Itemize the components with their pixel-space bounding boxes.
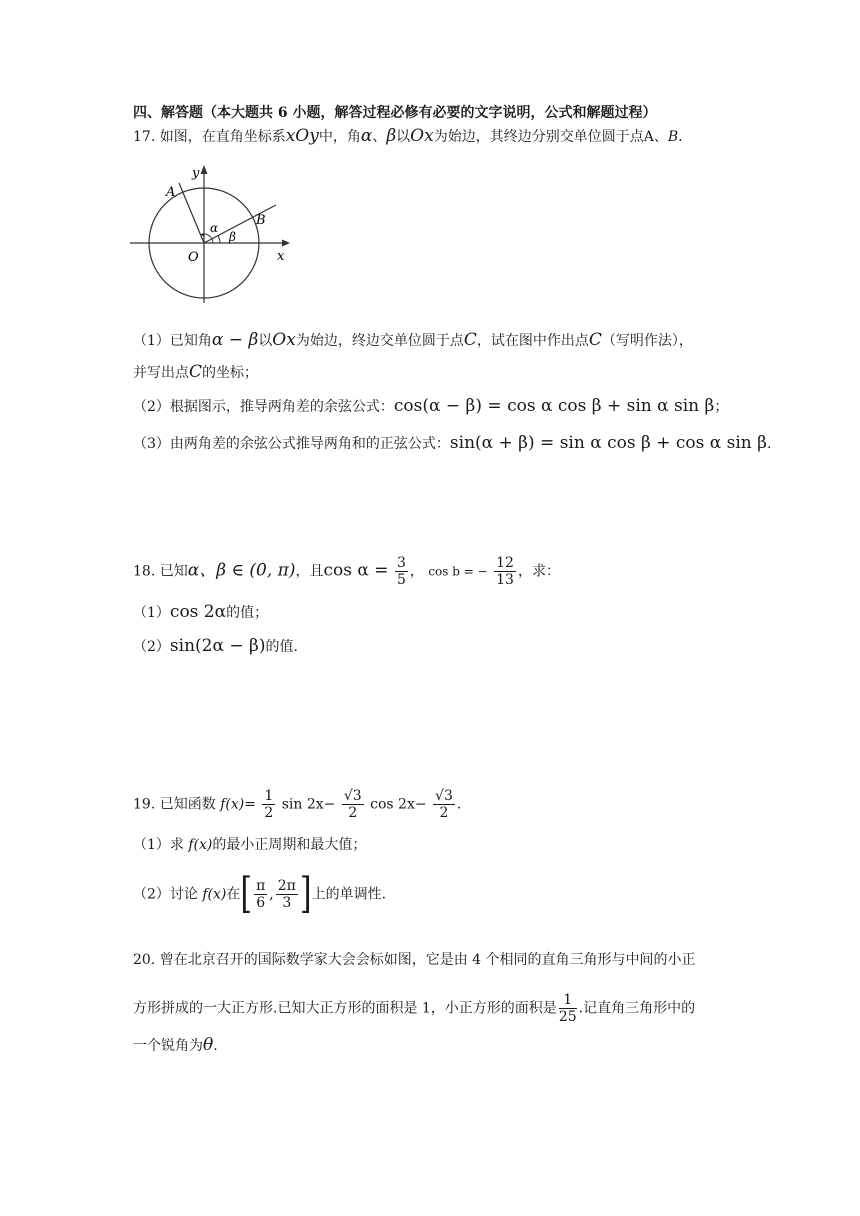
q17-ox: Ox	[410, 126, 434, 146]
q20-line3	[133, 1035, 218, 1056]
q17-part1-text: （写明作法），	[601, 333, 693, 349]
q19-interval-a-num: π	[256, 878, 266, 894]
alpha-label: α	[210, 221, 219, 235]
q19-interval-a-den: 6	[256, 895, 266, 911]
terminal-side-a	[179, 183, 204, 243]
q19-interval-a	[254, 878, 267, 911]
q17-intro	[133, 126, 683, 147]
q18-cos-a: cos α =	[323, 560, 389, 581]
interval-left-bracket: [	[240, 869, 253, 919]
q18-text: 18. 已知	[133, 563, 188, 580]
q20-line1: 20. 曾在北京召开的国际数学家大会会标如图，它是由 4 个相同的直角三角形与中间的小正	[133, 952, 696, 968]
y-label: y	[192, 166, 200, 181]
q20-frac	[559, 992, 577, 1025]
q17-part3	[133, 433, 771, 454]
q19-frac-3-den: 2	[439, 805, 449, 821]
q18-cos-b: cos b = −	[428, 564, 488, 579]
q19-interval-b-num: 2π	[277, 878, 296, 894]
q17-part2	[133, 396, 728, 417]
q18-frac-b	[494, 555, 516, 588]
q17-intro-text: 17. 如图，在直角坐标系	[133, 129, 286, 145]
q17-point-b: B	[667, 129, 679, 145]
q17-intro-text: .	[678, 129, 683, 145]
q19-frac-1-num: 1	[264, 788, 274, 804]
q17-part1-c: C	[588, 330, 602, 350]
q17-part1-text: ，试在图中作出点	[476, 333, 589, 349]
q17-intro-text: 、	[653, 129, 668, 145]
origin-label: O	[188, 250, 199, 265]
q19-frac-2-den: 2	[348, 805, 358, 821]
q18-part2-expr: sin(2α − β)	[169, 636, 266, 656]
q17-part1-text: 并写出点	[133, 365, 189, 381]
q17-part1-text: 为始边，终边交单位圆于点	[295, 333, 464, 349]
q17-part3-text: （3）由两角差的余弦公式推导两角和的正弦公式：	[133, 436, 450, 452]
q17-xoy: xOy	[285, 126, 319, 146]
q18-text: ，且	[295, 563, 324, 580]
q17-part3-text: .	[766, 436, 772, 452]
unit-circle-figure	[128, 160, 298, 306]
q18-part2-text: 的值.	[265, 639, 298, 655]
interval-comma: ,	[269, 886, 274, 903]
x-label: x	[277, 249, 285, 264]
q18-vars: α、β ∈ (0, π)	[187, 560, 296, 581]
q17-intro-text: 以	[396, 129, 411, 145]
q18-frac-b-num: 12	[496, 555, 514, 571]
q19-interval-b	[276, 878, 298, 911]
q18-text: ，求：	[517, 563, 560, 580]
q17-part2-text: （2）根据图示，推导两角差的余弦公式：	[133, 399, 394, 415]
q19-frac-2-num: √3	[343, 788, 362, 804]
q17-part1-c: C	[463, 330, 477, 350]
q19-frac-1-den: 2	[264, 805, 274, 821]
q18-frac-a	[395, 555, 408, 588]
q19-frac-1	[262, 788, 275, 821]
q18-frac-b-den: 13	[496, 572, 514, 588]
q17-part1-c: C	[189, 362, 203, 382]
q19-part2-fx: f(x)	[202, 886, 227, 903]
q17-intro-text: 、	[372, 129, 387, 145]
q19-part1-text: 的最小正周期和最大值；	[212, 837, 367, 853]
q19-intro	[133, 788, 461, 821]
q19-text: =	[244, 796, 256, 813]
beta-label: β	[229, 230, 236, 244]
q20-text: 方形拼成的一大正方形.已知大正方形的面积是 1，小正方形的面积是	[133, 1000, 557, 1017]
x-axis-arrow	[282, 240, 290, 247]
q19-part1-fx: f(x)	[188, 837, 213, 853]
q20-text: .	[213, 1038, 218, 1054]
q19-frac-3	[433, 788, 455, 821]
point-b-label: B	[256, 213, 266, 228]
q20-theta: θ	[203, 1035, 214, 1055]
q19-part2	[133, 869, 387, 919]
interval-right-bracket: ]	[299, 869, 312, 919]
q19-frac-3-num: √3	[435, 788, 453, 804]
q18-part1-text: 的值；	[226, 605, 269, 621]
q17-part3-formula: sin(α + β) = sin α cos β + cos α sin β	[449, 433, 767, 453]
beta-arc	[218, 236, 220, 244]
q19-part1-text: （1）求	[133, 837, 189, 853]
q18-text: ，	[409, 563, 424, 580]
q19-part2-text: 上的单调性.	[311, 886, 387, 903]
section-header: 四、解答题（本大题共 6 小题，解答过程必修有必要的文字说明，公式和解题过程）	[133, 105, 657, 121]
q17-part1-text: 以	[258, 333, 273, 349]
q17-part1-ox: Ox	[272, 330, 296, 350]
q17-part1-text: 的坐标；	[202, 365, 259, 381]
q20-line2	[133, 992, 695, 1025]
q17-part1-text: （1）已知角	[133, 333, 212, 349]
q19-part2-text: 在	[226, 886, 241, 903]
q17-part2-text: ；	[714, 399, 729, 415]
q18-frac-a-num: 3	[396, 555, 406, 571]
q18-part1	[133, 602, 268, 623]
q19-frac-2	[342, 788, 364, 821]
q19-part1	[133, 835, 366, 855]
q19-text: 19. 已知函数	[133, 796, 221, 813]
point-a-label: A	[166, 185, 176, 200]
q17-intro-text: 为始边，其终边分别交单位圆于点	[433, 129, 644, 145]
q17-part2-formula: cos(α − β) = cos α cos β + sin α sin β	[393, 396, 715, 416]
q20-frac-den: 25	[558, 1009, 577, 1025]
q18-part2	[133, 636, 298, 657]
q17-part1-expr: α − β	[211, 330, 259, 350]
q20-text: .记直角三角形中的	[578, 1000, 696, 1017]
q19-fx: f(x)	[220, 796, 245, 813]
q19-part2-text: （2）讨论	[133, 886, 203, 903]
q17-intro-text: 中，角	[318, 129, 361, 145]
q17-part1-line1	[133, 330, 693, 351]
q19-text: .	[456, 796, 462, 813]
q17-part1-line2	[133, 362, 258, 383]
q19-term-2: cos 2x−	[370, 796, 427, 813]
y-axis-arrow	[201, 165, 208, 174]
q19-interval-b-den: 3	[282, 895, 292, 911]
q17-alpha: α	[360, 126, 373, 146]
q20-frac-num: 1	[559, 992, 577, 1009]
q18-part1-expr: cos 2α	[169, 602, 227, 622]
q18-part2-text: （2）	[133, 639, 170, 655]
q20-text: 一个锐角为	[133, 1038, 203, 1054]
q18-frac-a-den: 5	[396, 572, 406, 588]
q18-intro	[133, 555, 560, 588]
q19-term-1: sin 2x−	[281, 796, 336, 813]
q17-beta: β	[386, 126, 397, 146]
q18-part1-text: （1）	[133, 605, 170, 621]
q17-point-a: A	[643, 129, 654, 145]
